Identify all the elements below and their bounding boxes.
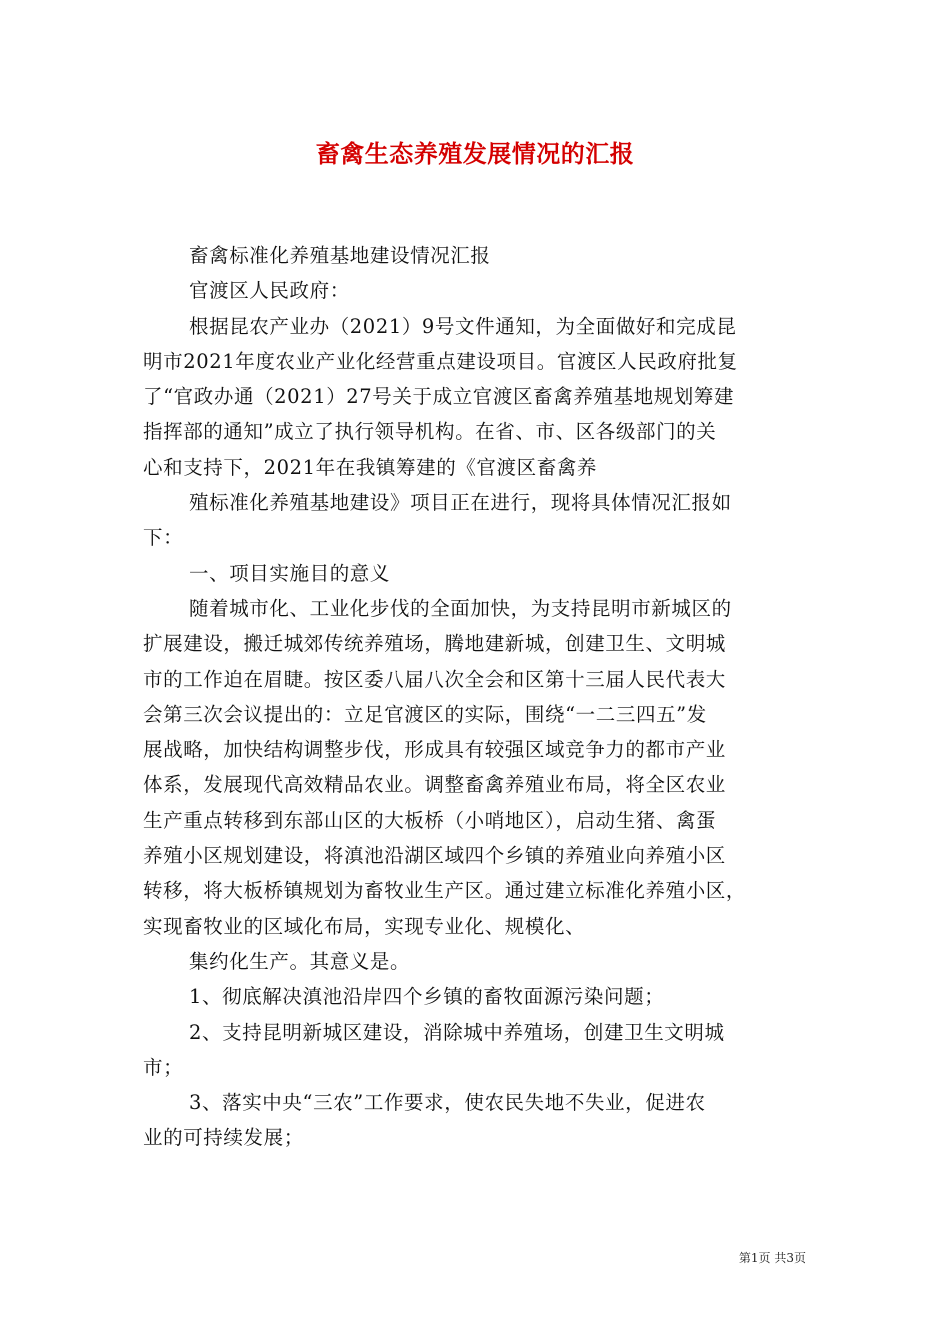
paragraph-line: 展战略，加快结构调整步伐，形成具有较强区域竞争力的都市产业 bbox=[143, 738, 726, 762]
paragraph-line: 随着城市化、工业化步伐的全面加快，为支持昆明市新城区的 bbox=[189, 596, 732, 620]
paragraph-line: 业的可持续发展； bbox=[143, 1126, 304, 1150]
paragraph-line: 明市2021年度农业产业化经营重点建设项目。官渡区人民政府批复 bbox=[143, 349, 738, 373]
paragraph-line: 1、彻底解决滇池沿岸四个乡镇的畜牧面源污染问题； bbox=[189, 985, 665, 1009]
paragraph-line: 了“官政办通（2021）27号关于成立官渡区畜禽养殖基地规划筹建 bbox=[143, 385, 735, 409]
paragraph-line: 生产重点转移到东部山区的大板桥（小哨地区），启动生猪、禽蛋 bbox=[143, 808, 717, 832]
paragraph-line: 2、支持昆明新城区建设，消除城中养殖场，创建卫生文明城 bbox=[189, 1020, 725, 1044]
paragraph-line: 实现畜牧业的区域化布局，实现专业化、规模化、 bbox=[143, 914, 586, 938]
paragraph-line: 畜禽标准化养殖基地建设情况汇报 bbox=[189, 244, 491, 267]
paragraph-line: 3、落实中央“三农”工作要求，使农民失地不失业，促进农 bbox=[189, 1091, 706, 1115]
paragraph-line: 会第三次会议提出的：立足官渡区的实际，围绕“一二三四五”发 bbox=[143, 702, 707, 726]
paragraph-line: 转移，将大板桥镇规划为畜牧业生产区。通过建立标准化养殖小区， bbox=[143, 879, 747, 903]
paragraph-line: 根据昆农产业办（2021）9号文件通知，为全面做好和完成昆 bbox=[189, 314, 737, 338]
paragraph-line: 指挥部的通知”成立了执行领导机构。在省、市、区各级部门的关 bbox=[143, 420, 717, 444]
paragraph-line: 一、项目实施目的意义 bbox=[189, 561, 391, 585]
paragraph-line: 集约化生产。其意义是。 bbox=[189, 949, 411, 973]
document-body bbox=[143, 238, 813, 1156]
paragraph-line: 殖标准化养殖基地建设》项目正在进行，现将具体情况汇报如 bbox=[189, 491, 732, 515]
page-footer: 第1页 共3页 bbox=[738, 1251, 806, 1265]
paragraph-line: 心和支持下，2021年在我镇筹建的《官渡区畜禽养 bbox=[143, 455, 598, 479]
paragraph-line: 下： bbox=[143, 526, 184, 550]
paragraph-line: 市； bbox=[143, 1055, 184, 1079]
page-title: 畜禽生态养殖发展情况的汇报 bbox=[315, 139, 635, 168]
paragraph-line: 市的工作迫在眉睫。按区委八届八次全会和区第十三届人民代表大 bbox=[143, 667, 726, 691]
paragraph-line: 扩展建设，搬迁城郊传统养殖场，腾地建新城，创建卫生、文明城 bbox=[143, 632, 726, 656]
paragraph-line: 体系，发展现代高效精品农业。调整畜禽养殖业布局，将全区农业 bbox=[143, 773, 726, 797]
paragraph-line: 官渡区人民政府： bbox=[189, 279, 350, 303]
paragraph-line: 养殖小区规划建设，将滇池沿湖区域四个乡镇的养殖业向养殖小区 bbox=[143, 844, 726, 868]
